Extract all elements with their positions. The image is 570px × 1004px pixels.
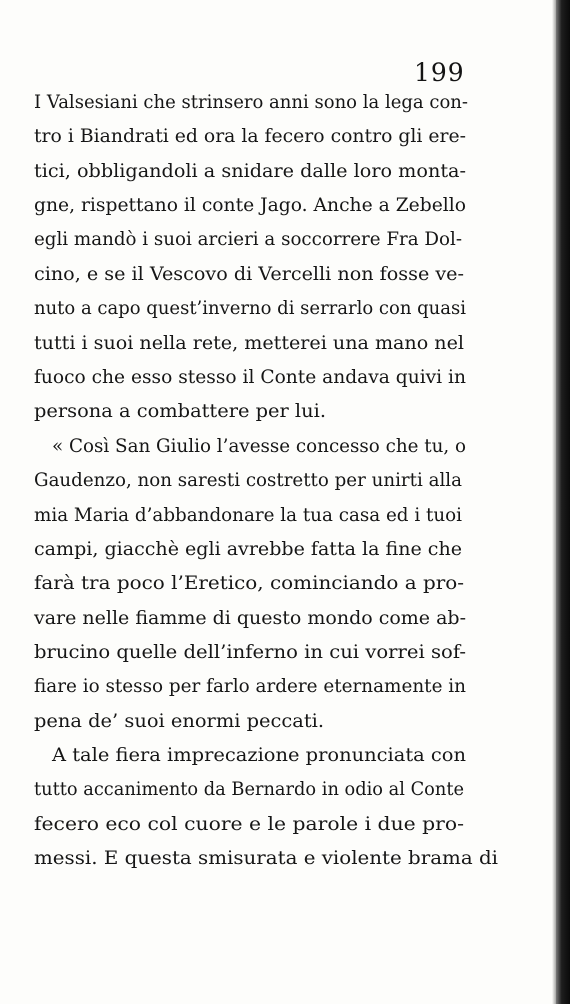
text-line: fecero eco col cuore e le parole i due pro- — [34, 814, 464, 835]
text-line: messi. E questa smisurata e violente brama di — [34, 848, 498, 869]
text-line: mia Maria d’abbandonare la tua casa ed i tuoi — [34, 505, 462, 526]
text-line: brucino quelle dell’inferno in cui vorrei sof- — [34, 642, 466, 663]
text-line: pena de’ suoi enormi peccati. — [34, 711, 324, 732]
text-line: gne, rispettano il conte Jago. Anche a Zebello — [34, 195, 466, 216]
text-line: « Così San Giulio l’avesse concesso che tu, o — [52, 436, 466, 457]
text-line: nuto a capo quest’inverno di serrarlo con quasi — [34, 298, 466, 319]
text-line: Gaudenzo, non saresti costretto per unirti alla — [34, 470, 462, 491]
text-line: tici, obbligandoli a snidare dalle loro monta- — [34, 161, 466, 182]
text-line: A tale fiera imprecazione pronunciata con — [52, 745, 466, 766]
text-line: tutti i suoi nella rete, metterei una mano nel — [34, 333, 464, 354]
text-line: fiare io stesso per farlo ardere eternamente in — [34, 676, 466, 697]
text-line: farà tra poco l’Eretico, cominciando a pro- — [34, 573, 464, 594]
text-line: vare nelle fiamme di questo mondo come ab- — [34, 608, 466, 629]
text-line: I Valsesiani che strinsero anni sono la lega con- — [34, 92, 468, 113]
text-line: campi, giacchè egli avrebbe fatta la fine che — [34, 539, 462, 560]
text-line: fuoco che esso stesso il Conte andava quivi in — [34, 367, 466, 388]
text-line: egli mandò i suoi arcieri a soccorrere Fra Dol- — [34, 229, 462, 250]
text-line: tutto accanimento da Bernardo in odio al Conte — [34, 779, 464, 800]
text-line: tro i Biandrati ed ora la fecero contro gli ere- — [34, 126, 466, 147]
page-number: 199 — [414, 58, 465, 87]
text-line: persona a combattere per lui. — [34, 401, 326, 422]
text-line: cino, e se il Vescovo di Vercelli non fosse ve- — [34, 264, 464, 285]
